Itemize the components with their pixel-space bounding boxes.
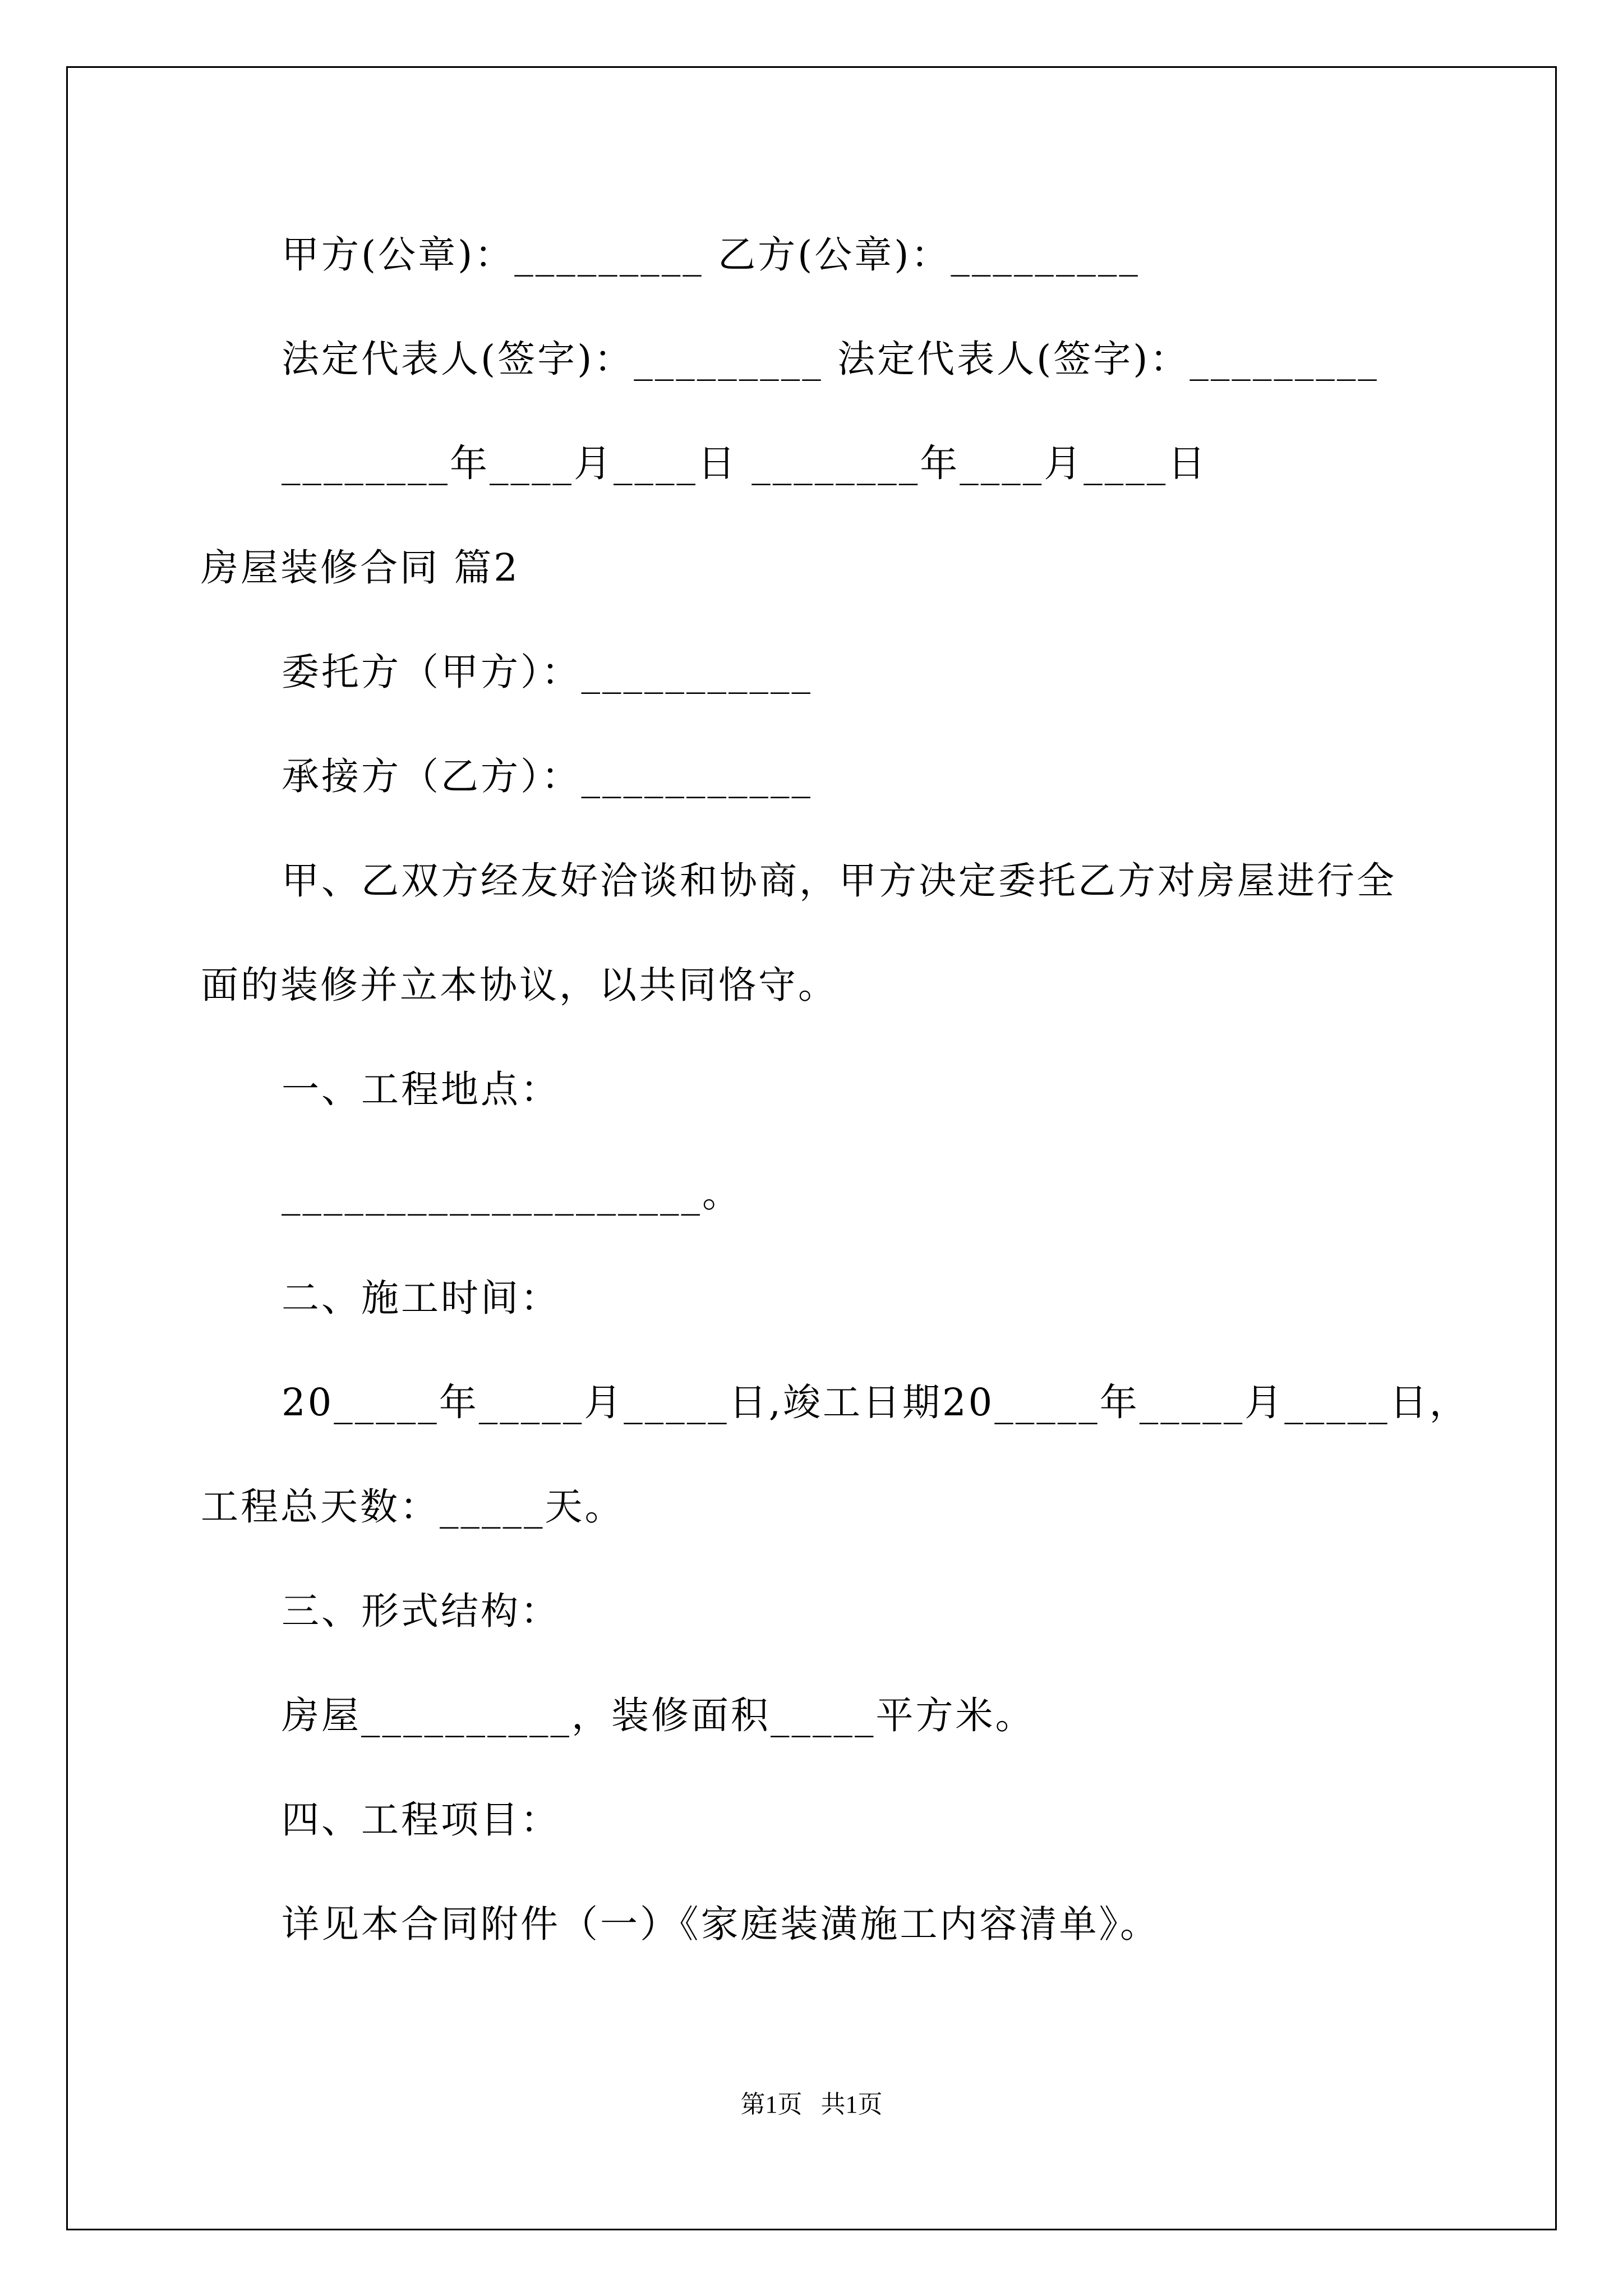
client-party-line: 委托方（甲方）：___________: [282, 650, 813, 694]
intro-paragraph-line-2: 面的装修并立本协议，以共同恪守。: [201, 963, 838, 1007]
date-line: ________年____月____日 ________年____月____日: [282, 441, 1208, 485]
clause-4-body: 详见本合同附件（一）《家庭装潢施工内容清单》。: [282, 1902, 1160, 1946]
contractor-party-line: 承接方（乙方）：___________: [282, 754, 813, 798]
clause-4-heading: 四、工程项目：: [282, 1798, 560, 1842]
legal-representative-line: 法定代表人(签字)：_________ 法定代表人(签字)：_________: [282, 337, 1379, 381]
party-seal-line: 甲方(公章)：_________ 乙方(公章)：_________: [282, 233, 1140, 277]
clause-3-heading: 三、形式结构：: [282, 1589, 560, 1633]
clause-2-body-line-2: 工程总天数：_____天。: [201, 1485, 625, 1529]
clause-3-body: 房屋__________，装修面积_____平方米。: [282, 1694, 1035, 1737]
page-footer: 第1页 共1页: [740, 2091, 883, 2118]
clause-1-heading: 一、工程地点：: [282, 1068, 560, 1111]
clause-2-heading: 二、施工时间：: [282, 1276, 560, 1320]
clause-2-body-line-1: 20_____年_____月_____日,竣工日期20_____年_____月_____日，: [282, 1381, 1469, 1424]
clause-1-body: ____________________。: [282, 1172, 742, 1216]
intro-paragraph-line-1: 甲、乙双方经友好洽谈和协商，甲方决定委托乙方对房屋进行全: [282, 859, 1396, 903]
section-heading: 房屋装修合同 篇2: [201, 546, 520, 590]
